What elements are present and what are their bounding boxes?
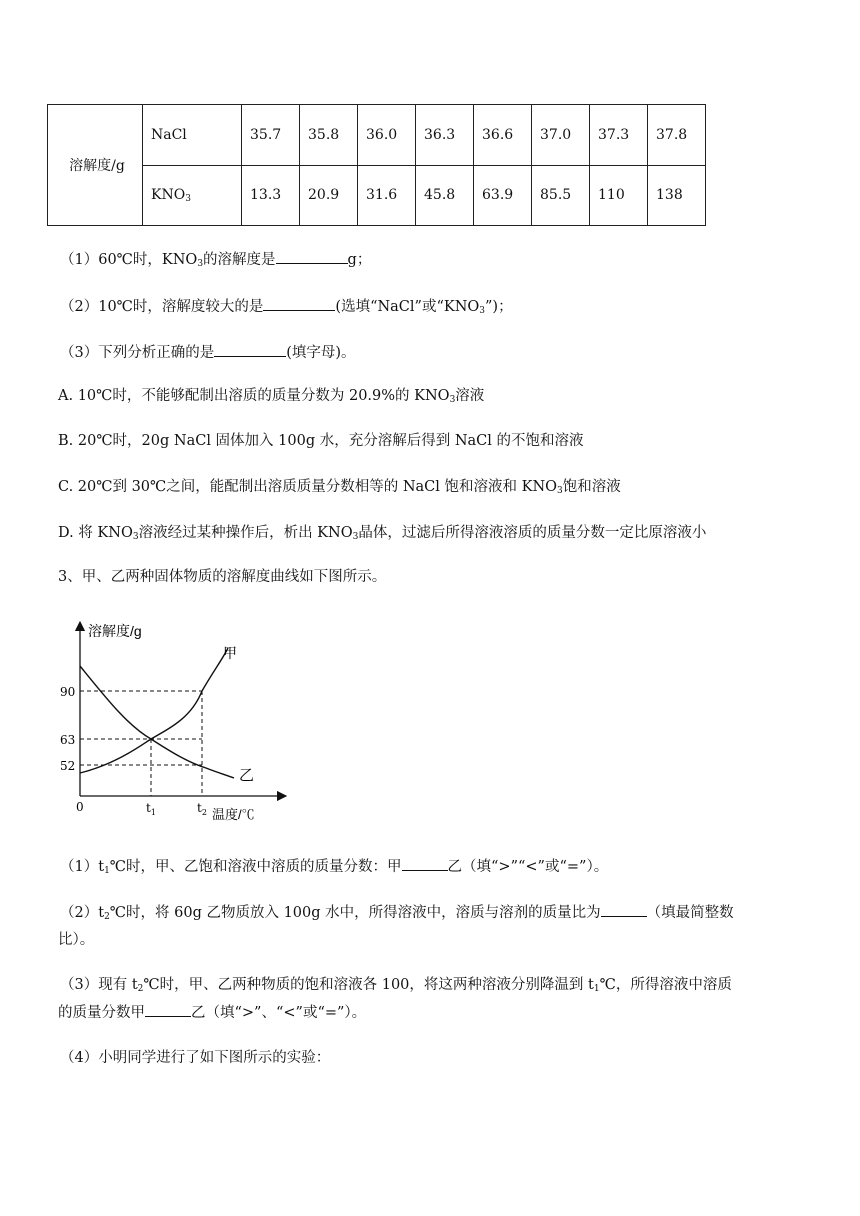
option-b: B. 20℃时，20g NaCl 固体加入 100g 水，充分溶解后得到 NaCl 的不饱和溶液 — [58, 433, 584, 449]
question-3-3: （3）现有 $t_2℃$时，甲、乙两种物质的饱和溶液各 100，将这两种溶液分别降温到 $t_1℃$，所得溶液中溶质 — [60, 977, 732, 994]
option-c: C. 20℃到 30℃之间，能配制出溶质质量分数相等的 NaCl 饱和溶液和 $KNO_3$饱和溶液 — [58, 479, 621, 496]
table-cell: 36.6 — [474, 105, 532, 166]
table-cell: 45.8 — [416, 165, 474, 226]
question-2-3: （3）下列分析正确的是 (填字母)。 — [60, 342, 356, 363]
question-3-2: $(2)t_2℃$时，将 60g 乙物质放入 100g 水中，所得溶液中，溶质与溶剂的质量比为 （填最简整数 — [60, 902, 734, 927]
question-3-stem: 3、甲、乙两种固体物质的溶解度曲线如下图所示。 — [58, 569, 387, 585]
table-cell: 63.9 — [474, 165, 532, 226]
substance-nacl: NaCl — [143, 105, 242, 166]
answer-blank[interactable] — [263, 296, 335, 311]
table-cell: 20.9 — [300, 165, 358, 226]
question-3-2-cont: 比）。 — [58, 932, 95, 948]
solubility-table — [47, 104, 706, 226]
question-3-4: （4）小明同学进行了如下图所示的实验： — [60, 1050, 331, 1066]
table-cell: 85.5 — [532, 165, 590, 226]
table-cell: 36.3 — [416, 105, 474, 166]
table-row — [48, 165, 706, 226]
question-3-1: $(1)t_1℃$时，甲、乙饱和溶液中溶质的质量分数：甲 乙（填“>”“<”或“=”）。 — [60, 856, 608, 881]
curve-jia — [80, 648, 228, 773]
table-cell: 37.0 — [532, 105, 590, 166]
curve-yi — [80, 666, 234, 778]
table-row — [48, 105, 706, 166]
substance-kno3: $KNO_3$ — [143, 165, 242, 226]
option-a: A. 10℃时，不能够配制出溶质的质量分数为 20.9%的 $KNO_3$溶液 — [58, 388, 485, 405]
answer-blank[interactable] — [145, 1002, 191, 1017]
table-cell: 37.8 — [648, 105, 706, 166]
table-cell: 138 — [648, 165, 706, 226]
table-cell: 31.6 — [358, 165, 416, 226]
table-cell: 37.3 — [590, 105, 648, 166]
table-cell: 35.8 — [300, 105, 358, 166]
question-3-3-cont: 的质量分数甲 乙（填“>”、“<”或“=”）。 — [58, 1002, 366, 1023]
x-tick-t2: $t_2$ — [197, 801, 207, 817]
x-axis-label: 温度/℃ — [212, 807, 255, 822]
row-header: 溶解度/g — [48, 105, 143, 226]
table-cell: 36.0 — [358, 105, 416, 166]
answer-blank[interactable] — [402, 856, 448, 871]
curve-yi-label: 乙 — [239, 767, 255, 784]
table-cell: 110 — [590, 165, 648, 226]
answer-blank[interactable] — [214, 342, 286, 357]
answer-blank[interactable] — [601, 902, 647, 917]
origin-label: 0 — [76, 800, 84, 814]
x-tick-t1: $t_1$ — [146, 801, 156, 817]
answer-blank[interactable] — [276, 249, 348, 264]
option-d: D. 将 $KNO_3$溶液经过某种操作后，析出 $KNO_3$晶体，过滤后所得溶液溶质的质量分数一定比原溶液小 — [58, 525, 707, 542]
curve-jia-label: 甲 — [223, 645, 237, 661]
table-cell: 35.7 — [242, 105, 300, 166]
y-tick-90: 90 — [60, 685, 76, 699]
question-2-1: （1）60℃时，$KNO_3$的溶解度是 g； — [60, 249, 371, 274]
table-cell: 13.3 — [242, 165, 300, 226]
y-tick-63: 63 — [60, 733, 76, 747]
y-axis-label: 溶解度/g — [88, 623, 142, 639]
y-tick-52: 52 — [60, 759, 76, 773]
question-2-2: （2）10℃时，溶解度较大的是 (选填“NaCl”或“$KNO_3$”)； — [60, 296, 513, 321]
solubility-curve-graph — [56, 618, 296, 830]
